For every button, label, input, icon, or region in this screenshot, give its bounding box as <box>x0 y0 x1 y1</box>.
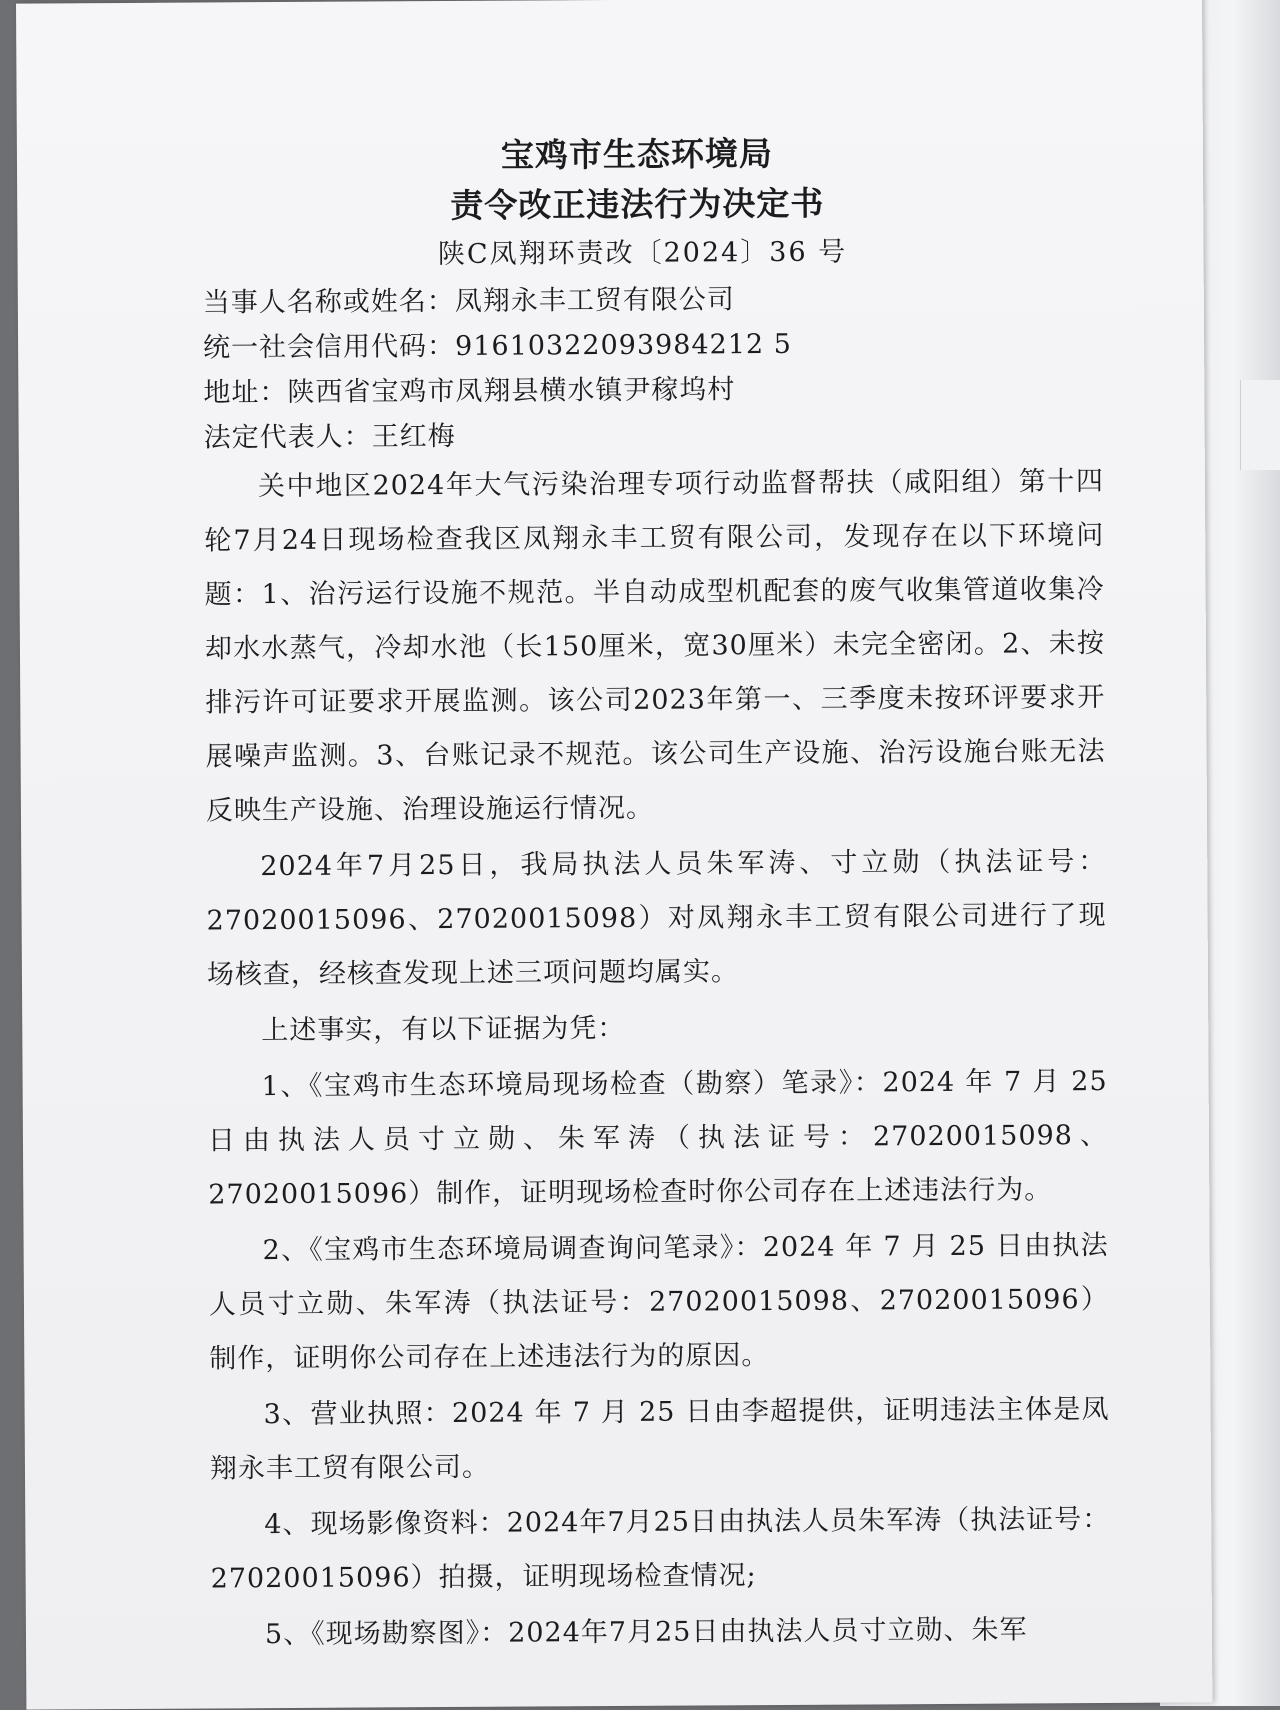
party-credit-code: 统一社会信用代码：91610322093984212 5 <box>203 328 792 364</box>
paragraph-evidence-intro: 上述事实，有以下证据为凭： <box>261 1012 626 1047</box>
document-content <box>202 127 1111 1662</box>
paragraph-findings: 关中地区2024年大气污染治理专项行动监督帮扶（咸阳组）第十四轮7月24日现场检查我区凤翔永丰工贸有限公司，发现存在以下环境问题：1、治污运行设施不规范。半自动成型机配套的废气收集管道收集冷却水水蒸气，冷却水池（长150厘米，宽30厘米）未完全密闭。2、未按排污许可证要求开展监测。该公司2023年第一、三季度未按环评要求开展噪声监测。3、台账记录不规范。该公司生产设施、治污设施台账无法反映生产设施、治理设施运行情况。 <box>204 465 1106 827</box>
evidence-item-2: 2、《宝鸡市生态环境局调查询问笔录》：2024 年 7 月 25 日由执法人员寸立勋、朱军涛（执法证号：27020015098、27020015096）制作，证明你公司存在上述违法行为的原因。 <box>208 1229 1110 1375</box>
evidence-item-1: 1、《宝鸡市生态环境局现场检查（勘察）笔录》：2024 年 7 月 25 日由执法人员寸立勋、朱军涛（执法证号：27020015098、27020015096）制作，证明现场检查时你公司存在上述违法行为。 <box>207 1065 1109 1211</box>
party-address: 地址：陕西省宝鸡市凤翔县横水镇尹稼坞村 <box>203 374 736 409</box>
background-sheet-tab <box>1240 380 1280 470</box>
document-title: 责令改正违法行为决定书 <box>450 183 825 225</box>
evidence-item-4: 4、现场影像资料：2024年7月25日由执法人员朱军涛（执法证号：27020015096）拍摄，证明现场检查情况; <box>210 1503 1111 1595</box>
evidence-item-5: 5、《现场勘察图》：2024年7月25日由执法人员寸立勋、朱军 <box>264 1614 1028 1651</box>
paragraph-verification: 2024年7月25日，我局执法人员朱军涛、寸立勋（执法证号：27020015096、27020015098）对凤翔永丰工贸有限公司进行了现场核查，经核查发现上述三项问题均属实。 <box>206 845 1107 991</box>
party-name: 当事人名称或姓名：凤翔永丰工贸有限公司 <box>202 284 735 319</box>
evidence-item-3: 3、营业执照：2024 年 7 月 25 日由李超提供，证明违法主体是凤翔永丰工贸有限公司。 <box>209 1393 1110 1485</box>
party-legal-representative: 法定代表人：王红梅 <box>203 420 456 454</box>
document-number: 陕C凤翔环责改〔2024〕36 号 <box>437 236 848 271</box>
agency-title: 宝鸡市生态环境局 <box>500 134 774 175</box>
document-page <box>16 0 1212 1710</box>
